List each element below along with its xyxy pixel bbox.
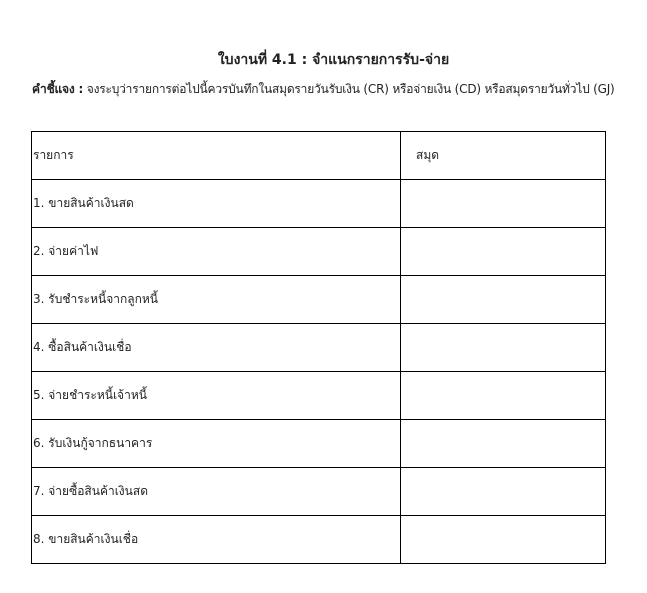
row-item: 6. รับเงินกู้จากธนาคาร bbox=[32, 420, 401, 468]
table-row bbox=[32, 420, 606, 468]
table-row bbox=[32, 180, 606, 228]
table-row bbox=[32, 228, 606, 276]
row-item: 5. จ่ายชำระหนี้เจ้าหนี้ bbox=[32, 372, 401, 420]
instruction-text: จงระบุว่ารายการต่อไปนี้ควรบันทึกในสมุดรายวันรับเงิน (CR) หรือจ่ายเงิน (CD) หรือสมุดรายวันทั่วไป (GJ) bbox=[83, 82, 615, 96]
journal-answer-cell[interactable] bbox=[401, 420, 606, 468]
row-item: 8. ขายสินค้าเงินเชื่อ bbox=[32, 516, 401, 564]
table-row bbox=[32, 468, 606, 516]
header-item: รายการ bbox=[32, 132, 401, 180]
row-item: 1. ขายสินค้าเงินสด bbox=[32, 180, 401, 228]
row-item: 2. จ่ายค่าไฟ bbox=[32, 228, 401, 276]
journal-answer-cell[interactable] bbox=[401, 180, 606, 228]
worksheet-title: ใบงานที่ 4.1 : จำแนกรายการรับ-จ่าย bbox=[217, 52, 450, 68]
row-item: 7. จ่ายซื้อสินค้าเงินสด bbox=[32, 468, 401, 516]
journal-answer-cell[interactable] bbox=[401, 228, 606, 276]
journal-answer-cell[interactable] bbox=[401, 324, 606, 372]
row-item: 3. รับชำระหนี้จากลูกหนี้ bbox=[32, 276, 401, 324]
table-header-row bbox=[32, 132, 606, 180]
row-item: 4. ซื้อสินค้าเงินเชื่อ bbox=[32, 324, 401, 372]
journal-answer-cell[interactable] bbox=[401, 276, 606, 324]
journal-answer-cell[interactable] bbox=[401, 516, 606, 564]
journal-answer-cell[interactable] bbox=[401, 468, 606, 516]
table-row bbox=[32, 276, 606, 324]
table-row bbox=[32, 372, 606, 420]
header-journal: สมุด bbox=[401, 132, 606, 180]
journal-answer-cell[interactable] bbox=[401, 372, 606, 420]
table-row bbox=[32, 516, 606, 564]
instruction-lead: คำชี้แจง : bbox=[32, 82, 84, 96]
instruction-paragraph bbox=[32, 78, 632, 100]
table-row bbox=[32, 324, 606, 372]
classification-table bbox=[31, 131, 606, 564]
